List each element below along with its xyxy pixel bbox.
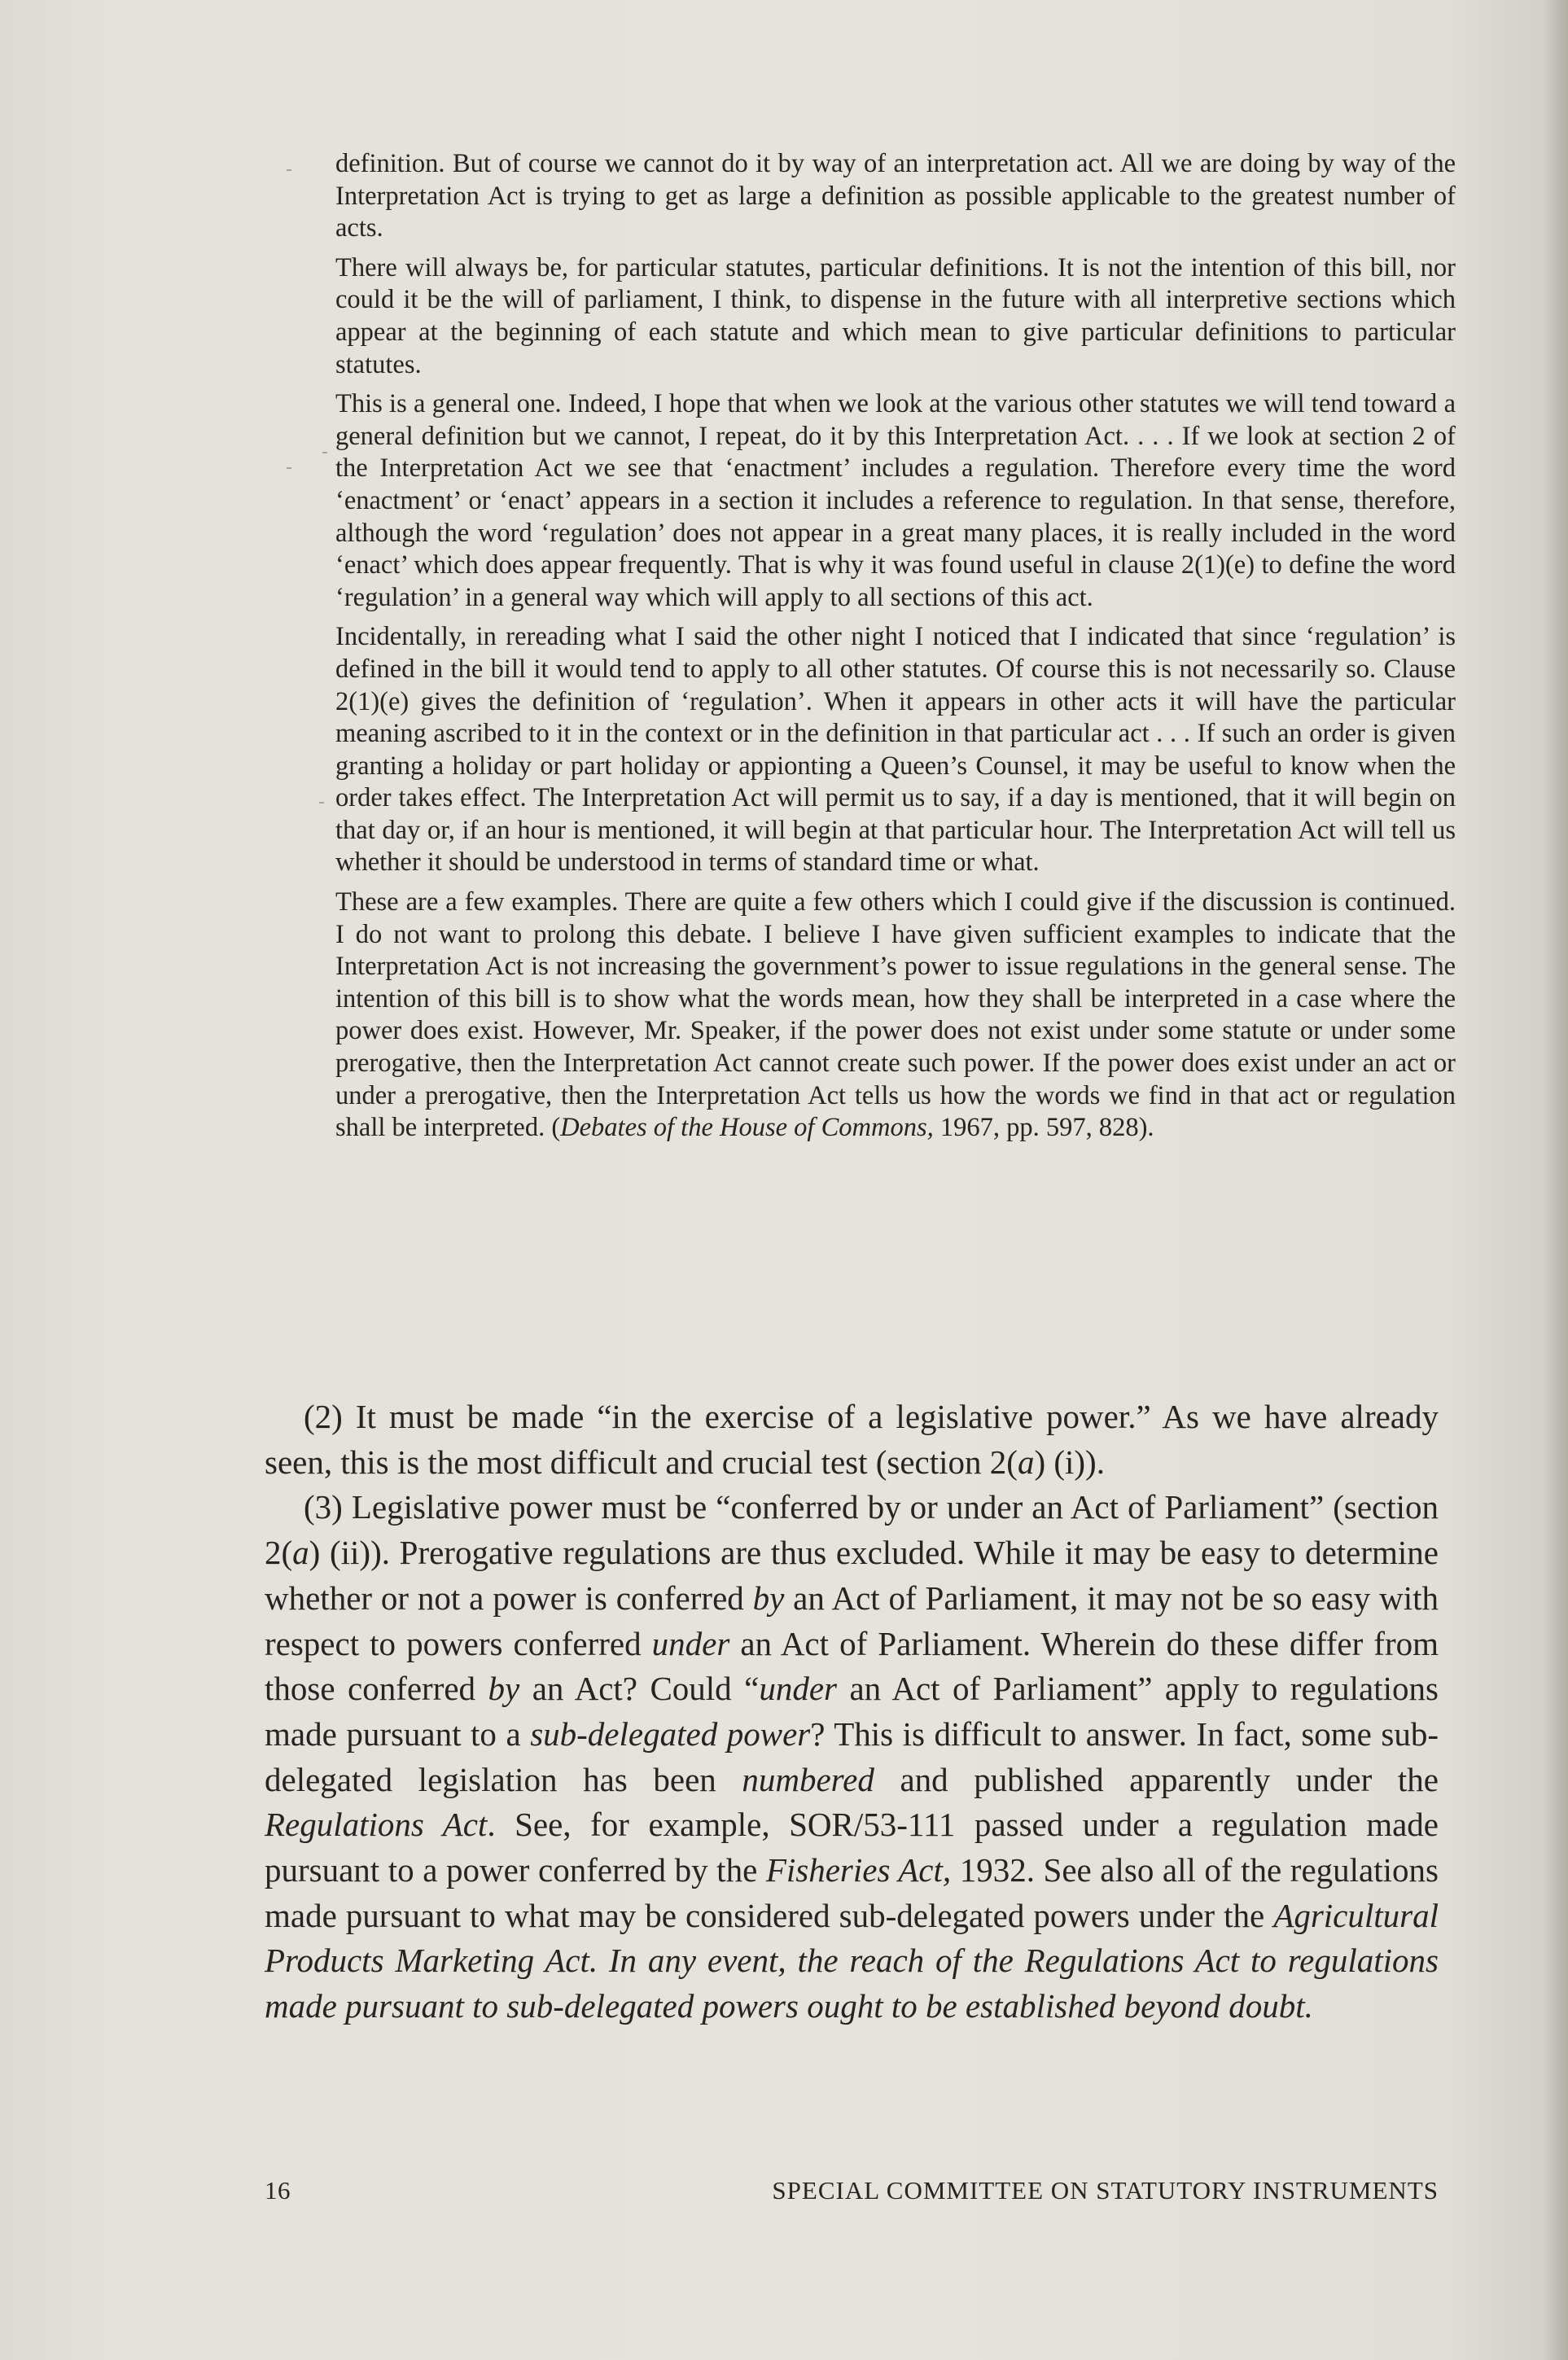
main-text	[265, 1395, 1439, 2029]
page-number: 16	[265, 2176, 291, 2205]
body-paragraph-2: (2) It must be made “in the exercise of a legislative power.” As we have already seen, this is the most difficult and crucial test (section 2(a) (i)).	[265, 1398, 1439, 1481]
margin-mark	[322, 452, 327, 453]
body-paragraph-3: (3) Legislative power must be “conferred by or under an Act of Parliament” (section 2(a) (ii)). Prerogative regulations are thus excluded. While it may be easy to determine whether or not a power is conferred by an Act of Parliament, it may not be so easy with respect to powers conferred under an Act of Parliament. Wherein do these differ from those conferred by an Act? Could “under an Act of Parliament” apply to regulations made pursuant to a sub-delegated power? This is difficult to answer. In fact, some sub-delegated legislation has been numbered and published apparently under the Regulations Act. See, for example, SOR/53-111 passed under a regulation made pursuant to a power conferred by the Fisheries Act, 1932. See also all of the regulations made pursuant to what may be considered sub-delegated powers under the Agricultural Products Marketing Act. In any event, the reach of the Regulations Act to regulations made pursuant to sub-delegated powers ought to be established beyond doubt.	[265, 1488, 1439, 2025]
margin-mark	[287, 169, 291, 171]
citation-source: Debates of the House of Commons,	[560, 1113, 934, 1143]
spine-shadow	[1544, 0, 1568, 2360]
quote-paragraph-2: There will always be, for particular statutes, particular definitions. It is not the intention of this bill, nor could it be the will of parliament, I think, to dispense in the future with all interpretive sections which appear at the beginning of each statute and which mean to give particular definitions to particular statutes.	[335, 252, 1456, 379]
quote-paragraph-5	[335, 887, 1456, 1145]
margin-mark	[287, 467, 291, 469]
quote-paragraph-5-text: These are a few examples. There are quite a few others which I could give if the discussion is continued. I do not want to prolong this debate. I believe I have given sufficient examples to indicate that the Interpretation Act is not increasing the government’s power to issue regulations in the general sense. The intention of this bill is to show what the words mean, how they shall be interpreted in a case where the power does exist. However, Mr. Speaker, if the power does not exist under some statute or under some prerogative, then the Interpretation Act cannot create such power. If the power does exist under an act or under a prerogative, then the Interpretation Act tells us how the words we find in that act or regulation shall be interpreted. (	[335, 887, 1456, 1143]
quote-paragraph-4: Incidentally, in rereading what I said the other night I noticed that I indicated that since ‘regulation’ is defined in the bill it would tend to apply to all other statutes. Of course this is not necessarily so. Clause 2(1)(e) gives the definition of ‘regulation’. When it appears in other acts it will have the particular meaning ascribed to it in the context or in the definition in that particular act . . . If such an order is given granting a holiday or part holiday or appionting a Queen’s Counsel, it may be useful to know when the order takes effect. The Interpretation Act will permit us to say, if a day is mentioned, that it will begin on that day or, if an hour is mentioned, it will begin at that particular hour. The Interpretation Act will tell us whether it should be understood in terms of standard time or what.	[335, 622, 1456, 878]
quote-paragraph-3: This is a general one. Indeed, I hope that when we look at the various other statutes we will tend toward a general definition but we cannot, I repeat, do it by this Interpretation Act. . . . If we look at section 2 of the Interpretation Act we see that ‘enactment’ includes a regulation. Therefore every time the word ‘enactment’ or ‘enact’ appears in a section it includes a reference to regulation. In that sense, therefore, although the word ‘regulation’ does not appear in a great many places, it is really included in the word ‘enact’ which does appear frequently. That is why it was found useful in clause 2(1)(e) to define the word ‘regulation’ in a general way which will apply to all sections of this act.	[335, 389, 1456, 612]
citation-pages: 1967, pp. 597, 828).	[933, 1113, 1154, 1143]
block-quote	[335, 148, 1456, 1152]
quote-paragraph-1: definition. But of course we cannot do it by way of an interpretation act. All we are doing by way of the Interpretation Act is trying to get as large a definition as possible applicable to the greatest number of acts.	[335, 149, 1456, 243]
running-title: SPECIAL COMMITTEE ON STATUTORY INSTRUMENTS	[772, 2176, 1439, 2205]
margin-mark	[319, 802, 324, 803]
